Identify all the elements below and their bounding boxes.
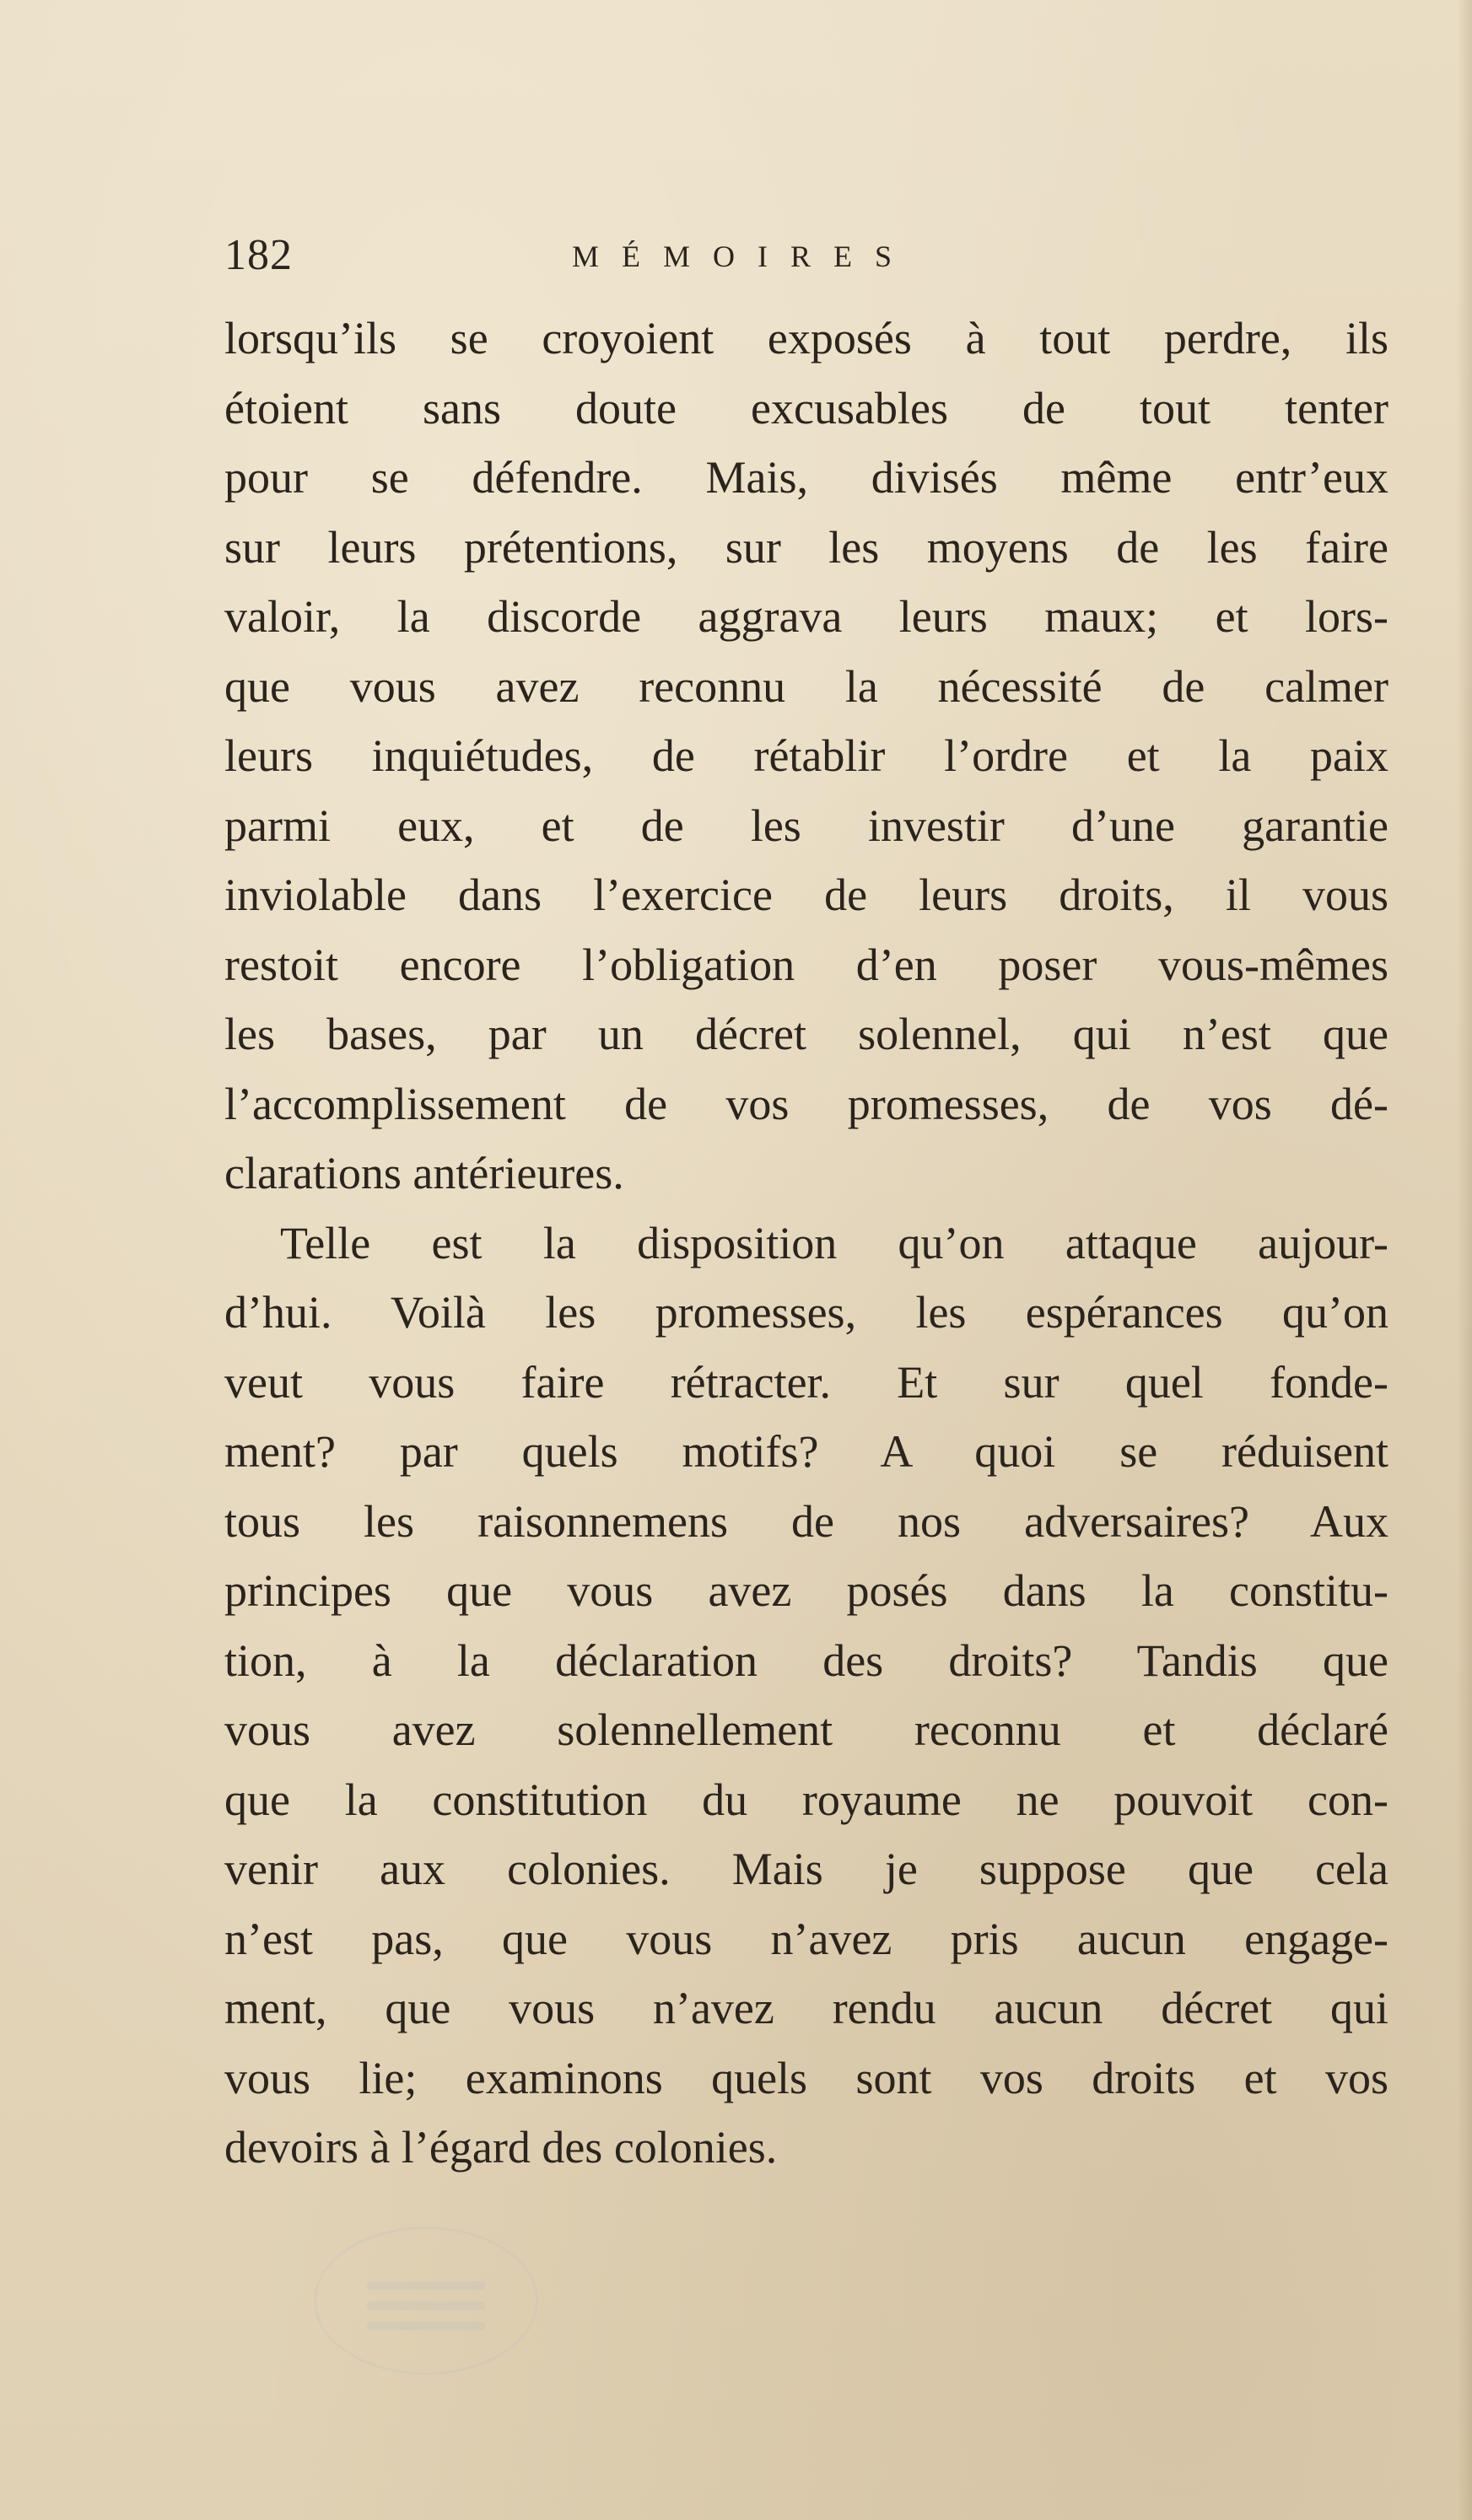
text-line: étoient sans doute excusables de tout tenter	[224, 382, 1388, 433]
text-line: venir aux colonies. Mais je suppose que cela	[224, 1844, 1388, 1894]
text-line: que vous avez reconnu la nécessité de calmer	[224, 660, 1388, 712]
text-line: Telle est la disposition qu’on attaque aujour-	[280, 1217, 1388, 1268]
text-line: sur leurs prétentions, sur les moyens de les faire	[224, 521, 1388, 573]
text-line: tous les raisonnemens de nos adversaires? Aux	[224, 1495, 1388, 1547]
stamp-mark	[367, 2302, 485, 2310]
running-head: MÉMOIRES	[572, 240, 915, 273]
text-line: les bases, par un décret solennel, qui n’est que	[224, 1009, 1388, 1059]
text-line: pour se défendre. Mais, divisés même entr’eux	[224, 452, 1388, 503]
page-edge-shadow	[1457, 0, 1472, 2520]
page-header	[224, 226, 1287, 285]
faded-library-stamp	[314, 2227, 538, 2375]
text-line: lorsqu’ils se croyoient exposés à tout perdre, ils	[224, 313, 1388, 363]
stamp-mark	[367, 2322, 485, 2330]
text-line: ment? par quels motifs? A quoi se réduisent	[224, 1426, 1388, 1477]
text-line: vous avez solennellement reconnu et déclaré	[224, 1704, 1388, 1755]
paragraph	[224, 1209, 1388, 2183]
text-line: inviolable dans l’exercice de leurs droits, il vous	[224, 870, 1388, 920]
text-line: d’hui. Voilà les promesses, les espérances qu’on	[224, 1287, 1388, 1338]
text-line: clarations antérieures.	[224, 1148, 624, 1198]
body-text	[224, 304, 1388, 2183]
text-line: que la constitution du royaume ne pouvoit con-	[224, 1774, 1388, 1825]
text-line: valoir, la discorde aggrava leurs maux; et lors-	[224, 591, 1388, 642]
text-line: restoit encore l’obligation d’en poser vous-mêmes	[224, 939, 1388, 990]
text-line: l’accomplissement de vos promesses, de vos dé-	[224, 1078, 1388, 1129]
text-line: parmi eux, et de les investir d’une garantie	[224, 800, 1388, 851]
text-line: ment, que vous n’avez rendu aucun décret qui	[224, 1983, 1388, 2033]
text-line: devoirs à l’égard des colonies.	[224, 2122, 778, 2173]
page-number: 182	[224, 231, 293, 279]
text-line: leurs inquiétudes, de rétablir l’ordre et la paix	[224, 730, 1388, 781]
text-line: tion, à la déclaration des droits? Tandis que	[224, 1634, 1388, 1686]
paragraph	[224, 304, 1388, 1209]
text-line: veut vous faire rétracter. Et sur quel fonde-	[224, 1356, 1388, 1408]
text-line: principes que vous avez posés dans la constitu-	[224, 1565, 1388, 1616]
stamp-mark	[367, 2281, 485, 2290]
text-line: vous lie; examinons quels sont vos droits et vos	[224, 2052, 1388, 2103]
text-line: n’est pas, que vous n’avez pris aucun engage-	[224, 1913, 1388, 1964]
